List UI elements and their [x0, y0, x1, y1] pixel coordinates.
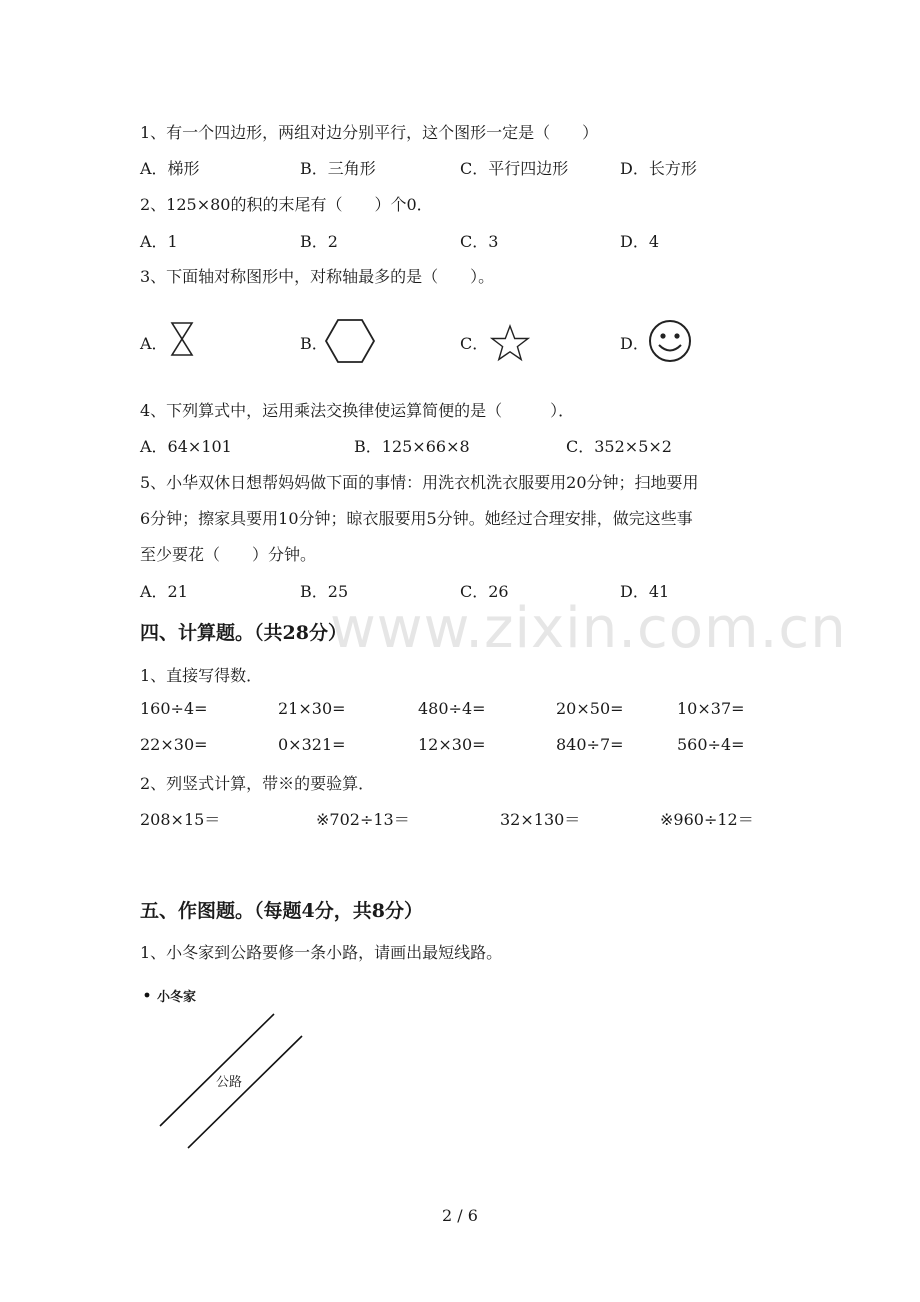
road-label: 公路 [216, 1075, 243, 1090]
q2-option-c: C．3 [460, 232, 499, 251]
home-point [145, 993, 150, 998]
smiley-icon [648, 319, 692, 363]
q3-option-c: C． [460, 334, 489, 353]
section-4-sub-2: 2、列竖式计算，带※的要验算． [140, 774, 375, 793]
question-5-stem-line-1: 5、小华双休日想帮妈妈做下面的事情：用洗衣机洗衣服要用20分钟；扫地要用 [140, 473, 699, 492]
q1-option-b: B．三角形 [300, 159, 376, 178]
home-label: 小冬家 [157, 990, 197, 1005]
page-number: 2 / 6 [442, 1206, 478, 1225]
section-5-title: 五、作图题。（每题4分，共8分） [140, 900, 423, 922]
question-1-stem: 1、有一个四边形，两组对边分别平行，这个图形一定是（ ） [140, 123, 599, 142]
vertical-calc-item: ※702÷13＝ [316, 810, 410, 829]
calc-item: 560÷4= [677, 735, 745, 754]
calc-item: 160÷4= [140, 699, 208, 718]
q3-option-d: D． [620, 334, 649, 353]
q5-option-c: C．26 [460, 582, 509, 601]
q2-option-b: B．2 [300, 232, 338, 251]
calc-item: 12×30= [418, 735, 486, 754]
watermark: www.zixin.com.cn [330, 596, 847, 661]
q3-option-b: B． [300, 334, 328, 353]
q2-option-a: A．1 [140, 232, 178, 251]
calc-item: 840÷7= [556, 735, 624, 754]
section-5-sub-1: 1、小冬家到公路要修一条小路，请画出最短线路。 [140, 943, 503, 962]
road-edge-left [160, 1014, 274, 1126]
q5-option-a: A．21 [140, 582, 188, 601]
vertical-calc-item: ※960÷12＝ [660, 810, 754, 829]
q1-option-d: D．长方形 [620, 159, 697, 178]
calc-item: 0×321= [278, 735, 346, 754]
q4-option-b: B．125×66×8 [354, 437, 470, 456]
vertical-calc-item: 208×15＝ [140, 810, 221, 829]
q5-option-b: B．25 [300, 582, 349, 601]
q5-option-d: D．41 [620, 582, 670, 601]
hourglass-icon [170, 321, 194, 357]
hexagon-icon [324, 318, 376, 364]
question-2-stem: 2、125×80的积的末尾有（ ）个0． [140, 195, 433, 214]
q1-option-c: C．平行四边形 [460, 159, 569, 178]
section-4-title: 四、计算题。（共28分） [140, 622, 347, 644]
q4-option-a: A．64×101 [140, 437, 232, 456]
calc-item: 21×30= [278, 699, 346, 718]
q1-option-a: A．梯形 [140, 159, 200, 178]
question-5-stem-line-2: 6分钟；擦家具要用10分钟；晾衣服要用5分钟。她经过合理安排，做完这些事 [140, 509, 693, 528]
question-3-stem: 3、下面轴对称图形中，对称轴最多的是（ ）。 [140, 267, 495, 286]
calc-item: 10×37= [677, 699, 745, 718]
q4-option-c: C．352×5×2 [566, 437, 672, 456]
vertical-calc-item: 32×130＝ [500, 810, 581, 829]
star-icon [490, 324, 530, 362]
section-4-sub-1: 1、直接写得数． [140, 666, 263, 685]
calc-item: 22×30= [140, 735, 208, 754]
road-edge-right [188, 1036, 302, 1148]
calc-item: 20×50= [556, 699, 624, 718]
q2-option-d: D．4 [620, 232, 660, 251]
q3-option-a: A． [140, 334, 168, 353]
calc-item: 480÷4= [418, 699, 486, 718]
question-5-stem-line-3: 至少要花（ ）分钟。 [140, 545, 317, 564]
question-4-stem: 4、下列算式中，运用乘法交换律使运算简便的是（ ）． [140, 401, 575, 420]
